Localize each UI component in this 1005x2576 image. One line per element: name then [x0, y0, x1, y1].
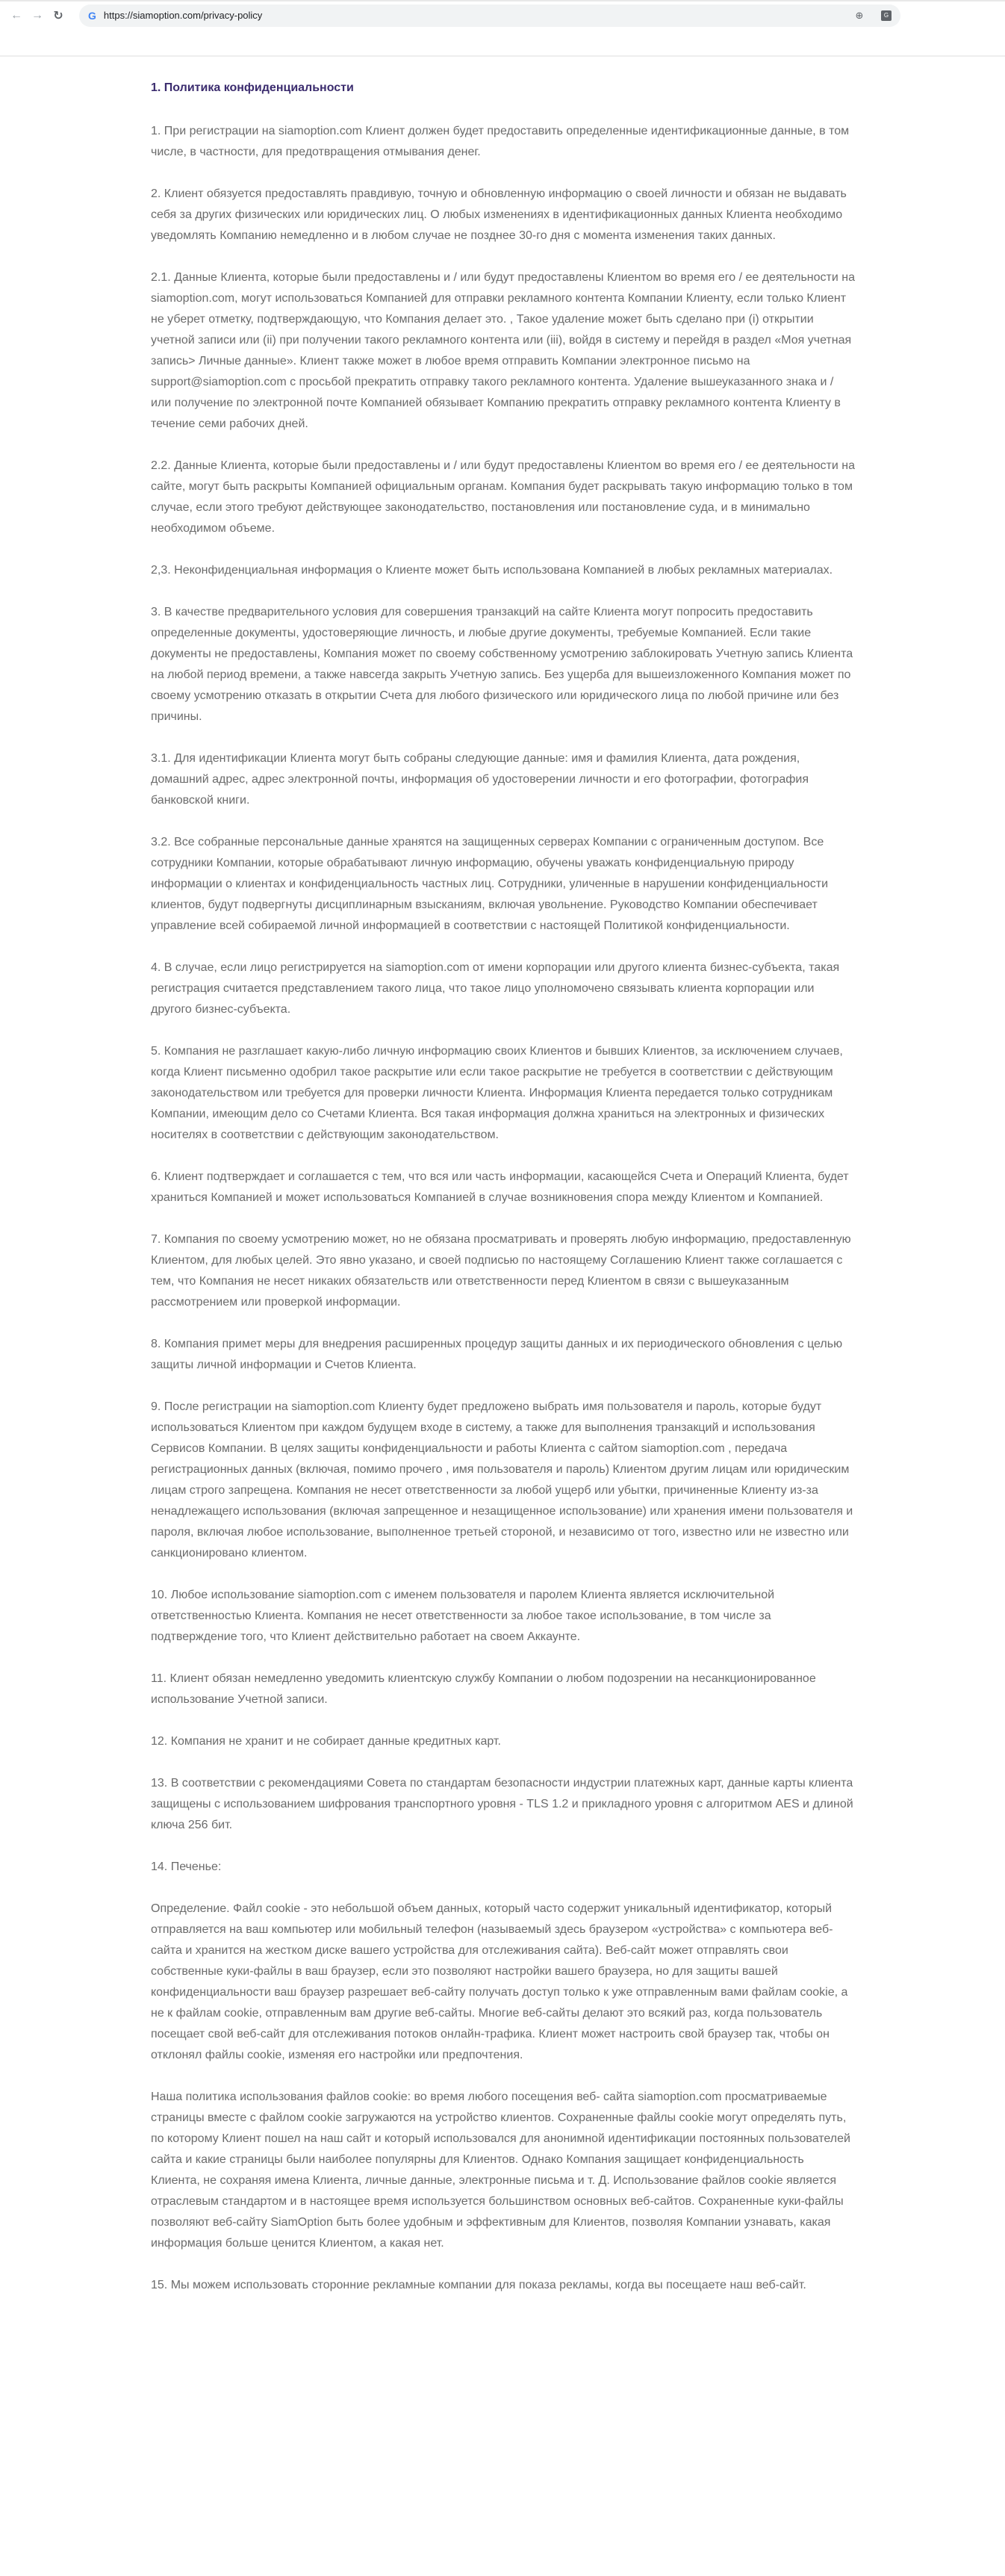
- browser-toolbar: [0, 0, 1005, 30]
- google-logo-icon: G: [88, 9, 96, 22]
- policy-paragraph: 8. Компания примет меры для внедрения расширенных процедур защиты данных и их периодического обновления с целью защиты личной информации и Счетов Клиента.: [151, 1338, 843, 1371]
- policy-paragraph: 3. В качестве предварительного условия для совершения транзакций на сайте Клиента могут попросить предоставить определенные документы, удостоверяющие личность, и любые другие документы, требуемые Компанией. Если такие документы не предоставлены, Компания может по своему собственному усмотрению заблокировать Учетную запись Клиента на любой период времени, а также навсегда закрыть Учетную запись. Без ущерба для вышеизложенного Компания может по своему усмотрению отказать в открытии Счета для любого физического или юридического лица по любой причине или без причины.: [151, 606, 853, 723]
- page-title: 1. Политика конфиденциальности: [151, 81, 354, 94]
- policy-paragraph: 4. В случае, если лицо регистрируется на siamoption.com от имени корпорации или другого клиента бизнес-субъекта, такая регистрация считается представлением такого лица, что такое лицо уполномочено связывать клиента корпорации или другого бизнес-субъекта.: [151, 961, 840, 1016]
- address-bar[interactable]: [79, 4, 900, 27]
- policy-paragraph: 3.1. Для идентификации Клиента могут быть собраны следующие данные: имя и фамилия Клиента, дата рождения, домашний адрес, адрес электронной почты, информация об удостоверении личности и его фотографии, фотография банковской книги.: [151, 752, 809, 807]
- policy-paragraph: 7. Компания по своему усмотрению может, но не обязана просматривать и проверять любую информацию, предоставленную Клиентом, для любых целей. Это явно указано, и своей подписью по настоящему Соглашению Клиент также соглашается с тем, что Компания не несет никаких обязательств или ответственности перед Клиентом в связи с вышеуказанным рассмотрением или проверкой информации.: [151, 1233, 851, 1309]
- policy-paragraph: 2.2. Данные Клиента, которые были предоставлены и / или будут предоставлены Клиентом во время его / ее деятельности на сайте, могут быть раскрыты Компанией официальным органам. Компания будет раскрывать такую информацию только в том случае, если этого требуют действующее законодательство, постановления или постановление суда, и в минимально необходимом объеме.: [151, 459, 855, 535]
- policy-paragraph: 2.1. Данные Клиента, которые были предоставлены и / или будут предоставлены Клиентом во время его / ее деятельности на siamoption.com, могут использоваться Компанией для отправки рекламного контента Компании Клиенту, если только Клиент не уберет отметку, подтверждающую, что Компания делает это. , Такое удаление может быть сделано при (i) открытии учетной записи или (ii) при получении такого рекламного контента или (iii), войдя в систему и перейдя в раздел «Моя учетная запись> Личные данные». Клиент также может в любое время отправить Компании электронное письмо на support@siamoption.com с просьбой прекратить отправку такого рекламного контента. Удаление вышеуказанного знака и / или получение по электронной почте Компанией обязывает Компанию прекратить отправку рекламного контента Клиенту в течение семи рабочих дней.: [151, 271, 855, 430]
- policy-paragraph: 11. Клиент обязан немедленно уведомить клиентскую службу Компании о любом подозрении на несанкционированное использование Учетной записи.: [151, 1672, 816, 1706]
- policy-paragraph: 1. При регистрации на siamoption.com Клиент должен будет предоставить определенные идентификационные данные, в том числе, в частности, для предотвращения отмывания денег.: [151, 125, 850, 158]
- policy-paragraph: 15. Мы можем использовать сторонние рекламные компании для показа рекламы, когда вы посещаете наш веб-сайт.: [151, 2279, 806, 2291]
- policy-paragraphs: [151, 121, 856, 2296]
- translate-icon[interactable]: G: [881, 10, 892, 21]
- policy-paragraph: 9. После регистрации на siamoption.com Клиенту будет предложено выбрать имя пользователя и пароль, которые будут использоваться Клиентом при каждом будущем входе в систему, а также для выполнения транзакций и использования Сервисов Компании. В целях защиты конфиденциальности и работы Клиента с сайтом siamoption.com , передача регистрационных данных (включая, помимо прочего , имя пользователя и пароль) Клиентом другим лицам или юридическим лицам строго запрещена. Компания не несет ответственности за любой ущерб или убытки, причиненные Клиенту из-за ненадлежащего использования (включая запрещенное и незащищенное использование) или хранения имени пользователя и пароля, включая любое использование, выполненное третьей стороной, и независимо от того, известно или не известно или санкционировано клиентом.: [151, 1400, 853, 1559]
- forward-arrow-icon[interactable]: →: [31, 8, 43, 22]
- policy-paragraph: 14. Печенье:: [151, 1860, 222, 1873]
- policy-paragraph: Наша политика использования файлов cookie: во время любого посещения веб- сайта siamoption.com просматриваемые страницы вместе с файлом cookie загружаются на устройство клиентов. Сохраненные файлы cookie могут определять путь, по которому Клиент пошел на наш сайт и который использовался для анонимной идентификации постоянных пользователей сайта и какие страницы были наиболее популярны для Клиентов. Однако Компания защищает конфиденциальность Клиента, не сохраняя имена Клиента, личные данные, электронные письма и т. Д. Использование файлов cookie является отраслевым стандартом и в настоящее время используется большинством основных веб-сайтов. Сохраненные куки-файлы позволяют веб-сайту SiamOption быть более удобным и эффективным для Клиентов, позволяя Компании узнавать, какая информация больше ценится Клиентом, а какая нет.: [151, 2091, 850, 2250]
- policy-paragraph: 12. Компания не хранит и не собирает данные кредитных карт.: [151, 1735, 501, 1748]
- privacy-policy-content: [151, 57, 856, 2296]
- policy-paragraph: 2. Клиент обязуется предоставлять правдивую, точную и обновленную информацию о своей личности и обязан не выдавать себя за других физических или юридических лиц. О любых изменениях в идентификационных данных Клиента необходимо уведомлять Компанию немедленно и в любом случае не позднее 30-го дня с момента изменения таких данных.: [151, 187, 847, 242]
- policy-paragraph: 13. В соответствии с рекомендациями Совета по стандартам безопасности индустрии платежных карт, данные карты клиента защищены с использованием шифрования транспортного уровня - TLS 1.2 и прикладного уровня с алгоритмом AES и длиной ключа 256 бит.: [151, 1777, 853, 1831]
- policy-paragraph: Определение. Файл cookie - это небольшой объем данных, который часто содержит уникальный идентификатор, который отправляется на ваш компьютер или мобильный телефон (называемый здесь браузером «устройства» с компьютера веб-сайта и хранится на жестком диске вашего устройства для отслеживания сайта). Веб-сайт может отправлять свои собственные куки-файлы в ваш браузер, если это позволяют настройки вашего браузера, но для защиты вашей конфиденциальности ваш браузер разрешает веб-сайту получать доступ только к уже отправленным вами файлам cookie, а не к файлам cookie, отправленным вам другие веб-сайты. Многие веб-сайты делают это всякий раз, когда пользователь посещает свой веб-сайт для отслеживания потоков онлайн-трафика. Клиент может настроить свой браузер так, чтобы он отклонял файлы cookie, изменяя его настройки или предпочтения.: [151, 1902, 848, 2061]
- policy-paragraph: 6. Клиент подтверждает и соглашается с тем, что вся или часть информации, касающейся Счета и Операций Клиента, будет храниться Компанией и может использоваться Компанией в случае возникновения спора между Клиентом и Компанией.: [151, 1170, 849, 1204]
- site-header: [0, 30, 1005, 57]
- url-text[interactable]: https://siamoption.com/privacy-policy: [103, 10, 263, 21]
- policy-paragraph: 3.2. Все собранные персональные данные хранятся на защищенных серверах Компании с ограниченным доступом. Все сотрудники Компании, которые обрабатывают личную информацию, обучены уважать конфиденциальную природу информации о клиентах и конфиденциальность частных лиц. Сотрудники, уличенные в нарушении конфиденциальности клиентов, будут подвергнуты дисциплинарным взысканиям, включая увольнение. Руководство Компании обеспечивает управление всей собираемой личной информацией в соответствии с настоящей Политикой конфиденциальности.: [151, 836, 829, 932]
- policy-paragraph: 5. Компания не разглашает какую-либо личную информацию своих Клиентов и бывших Клиентов, за исключением случаев, когда Клиент письменно одобрил такое раскрытие или если такое раскрытие не требуется в соответствии с действующим законодательством или требуется для проверки личности Клиента. Информация Клиента передается только сотрудникам Компании, имеющим дело со Счетами Клиента. Вся такая информация должна храниться на электронных и физических носителях в соответствии с действующим законодательством.: [151, 1045, 843, 1141]
- policy-paragraph: 10. Любое использование siamoption.com с именем пользователя и паролем Клиента является исключительной ответственностью Клиента. Компания не несет ответственности за любое такое использование, в том числе за подтверждение того, что Клиент действительно работает на своем Аккаунте.: [151, 1589, 775, 1643]
- zoom-icon[interactable]: ⊕: [855, 9, 864, 21]
- reload-icon[interactable]: ↻: [53, 9, 63, 22]
- back-arrow-icon[interactable]: ←: [10, 8, 22, 22]
- policy-paragraph: 2,3. Неконфиденциальная информация о Клиенте может быть использована Компанией в любых рекламных материалах.: [151, 564, 833, 577]
